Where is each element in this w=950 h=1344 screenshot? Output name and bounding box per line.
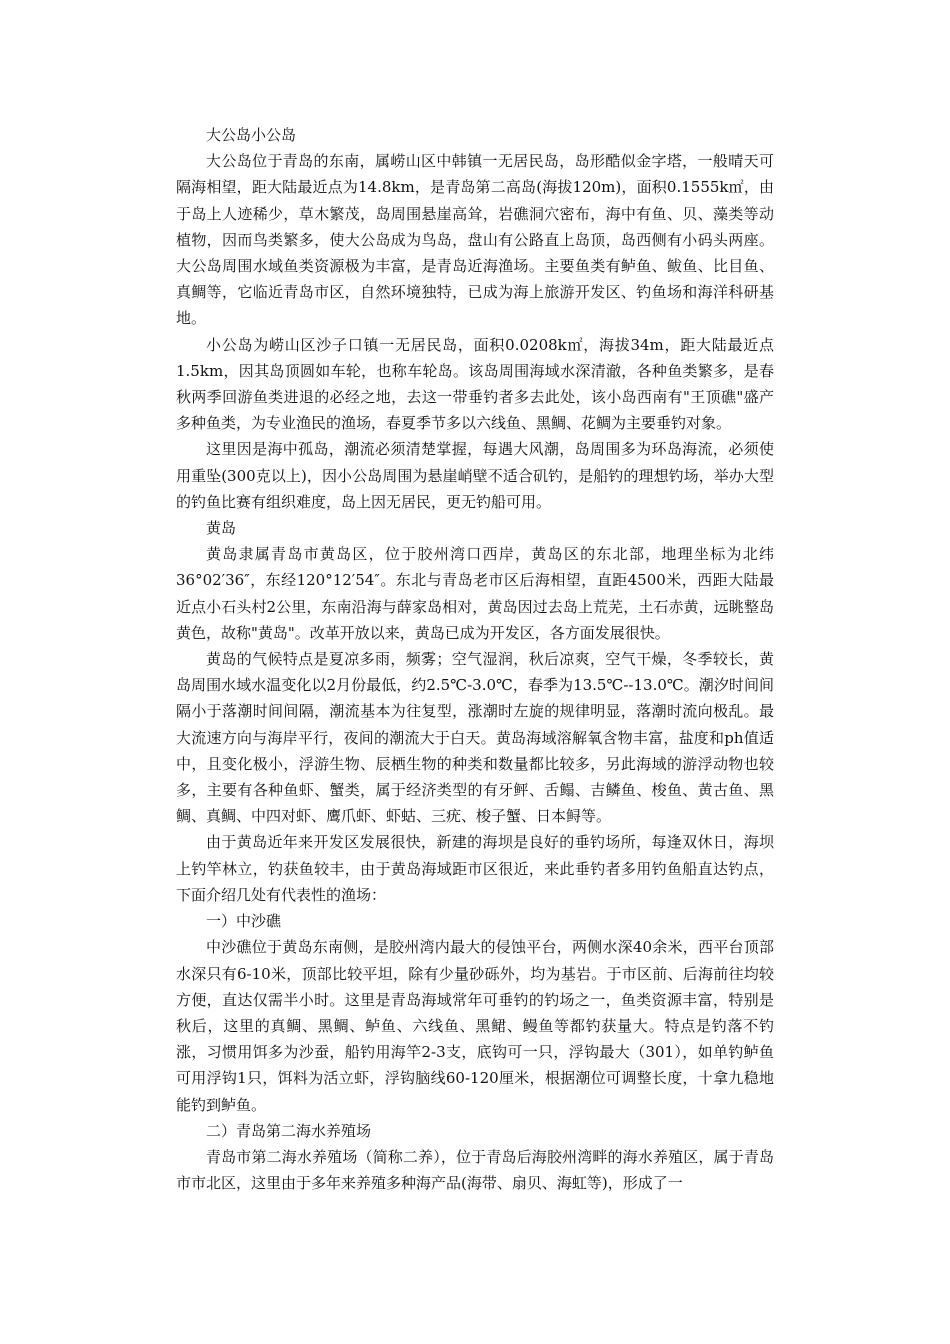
section-heading-dagongdao: 大公岛小公岛 (206, 126, 297, 144)
subheading-aquaculture-farm: 二）青岛第二海水养殖场 (206, 1121, 372, 1140)
paragraph-zhongshajiao: 中沙礁位于黄岛东南侧，是胶州湾内最大的侵蚀平台，两侧水深40余米，西平台顶部水深只有6-10米，顶部比较平坦，除有少量砂砾外，均为基岩。于市区前、后海前往均较方便，直达仅需半小时。这里是青岛海域常年可垂钓的钓场之一，鱼类资源丰富，特别是秋后，这里的真鲷、黑鲷、鲈鱼、六线鱼、黑鲪、鳗鱼等都钓获量大。特点是钓落不钓涨，习惯用饵多为沙蚕，船钓用海竿2-3支，底钩可一只，浮钩最大（301），如单钓鲈鱼可用浮钩1只，饵料为活立虾，浮钩脑线60-120厘米，根据潮位可调整长度，十拿九稳地能钓到鲈鱼。 (176, 938, 774, 1114)
paragraph-huangdao-fishing: 由于黄岛近年来开发区发展很快，新建的海坝是良好的垂钓场所，每逢双休日，海坝上钓竿林立，钓获鱼较丰，由于黄岛海域距市区很近，来此垂钓者多用钓鱼船直达钓点，下面介绍几处有代表性的渔场： (176, 833, 774, 904)
paragraph-huangdao-location: 黄岛隶属青岛市黄岛区，位于胶州湾口西岸，黄岛区的东北部，地理坐标为北纬36°02′36″，东经120°12′54″。东北与青岛老市区后海相望，直距4500米，西距大陆最近点小石头村2公里，东南沿海与薛家岛相对，黄岛因过去岛上荒芜，土石赤黄，远眺整岛黄色，故称"黄岛"。改革开放以来，黄岛已成为开发区，各方面发展很快。 (176, 545, 774, 642)
paragraph-aquaculture-farm: 青岛市第二海水养殖场（简称二养），位于青岛后海胶州湾畔的海水养殖区，属于青岛市市北区，这里由于多年来养殖多种海产品(海带、扇贝、海虹等)，形成了一 (176, 1147, 774, 1193)
paragraph-dagongdao: 大公岛位于青岛的东南，属崂山区中韩镇一无居民岛，岛形酷似金字塔，一般晴天可隔海相望，距大陆最近点为14.8km，是青岛第二高岛(海拔120m)，面积0.1555k㎡，由于岛上人迹稀少，草木繁茂，岛周围悬崖高耸，岩礁洞穴密布，海中有鱼、贝、藻类等动植物，因而鸟类繁多，使大公岛成为鸟岛，盘山有公路直上岛顶，岛西侧有小码头两座。大公岛周围水域鱼类资源极为丰富，是青岛近海渔场。主要鱼类有鲈鱼、鲅鱼、比目鱼、真鲷等，它临近青岛市区，自然环境独特，已成为海上旅游开发区、钓鱼场和海洋科研基地。 (176, 152, 774, 328)
paragraph-xiaogongdao: 小公岛为崂山区沙子口镇一无居民岛，面积0.0208k㎡，海拔34m，距大陆最近点1.5km，因其岛顶圆如车轮，也称车轮岛。该岛周围海域水深清澈，各种鱼类繁多，是春秋两季回游鱼类进退的必经之地，去这一带垂钓者多去此处，该小岛西南有"王顶礁"盛产多种鱼类，为专业渔民的渔场，春夏季节多以六线鱼、黑鲷、花鲷为主要垂钓对象。 (176, 335, 774, 433)
document-body (176, 122, 774, 1196)
paragraph-huangdao-climate: 黄岛的气候特点是夏凉多雨，频雾；空气湿润，秋后凉爽，空气干燥，冬季较长，黄岛周围水域水温变化以2月份最低，约2.5℃-3.0℃，春季为13.5℃--13.0℃。潮汐时间间隔小于落潮时间间隔，潮流基本为往复型，涨潮时左旋的规律明显，落潮时流向极乱。最大流速方向与海岸平行，夜间的潮流大于白天。黄岛海域溶解氧含物丰富，盐度和ph值适中，且变化极小，浮游生物、辰栖生物的种类和数量都比较多，另此海域的游浮动物也较多，主要有各种鱼虾、蟹类，属于经济类型的有牙鲆、舌鳎、吉鳞鱼、梭鱼、黄古鱼、黑鲷、真鲷、中四对虾、鹰爪虾、虾蛄、三疣、梭子蟹、日本鲟等。 (176, 650, 774, 826)
paragraph-gudao: 这里因是海中孤岛，潮流必须清楚掌握，每遇大风潮，岛周围多为环岛海流，必须使用重坠(300克以上)，因小公岛周围为悬崖峭壁不适合矶钓，是船钓的理想钓场，举办大型的钓鱼比赛有组织难度，岛上因无居民，更无钓船可用。 (176, 440, 774, 511)
section-heading-huangdao: 黄岛 (206, 519, 237, 538)
subheading-zhongshajiao: 一）中沙礁 (206, 912, 282, 931)
